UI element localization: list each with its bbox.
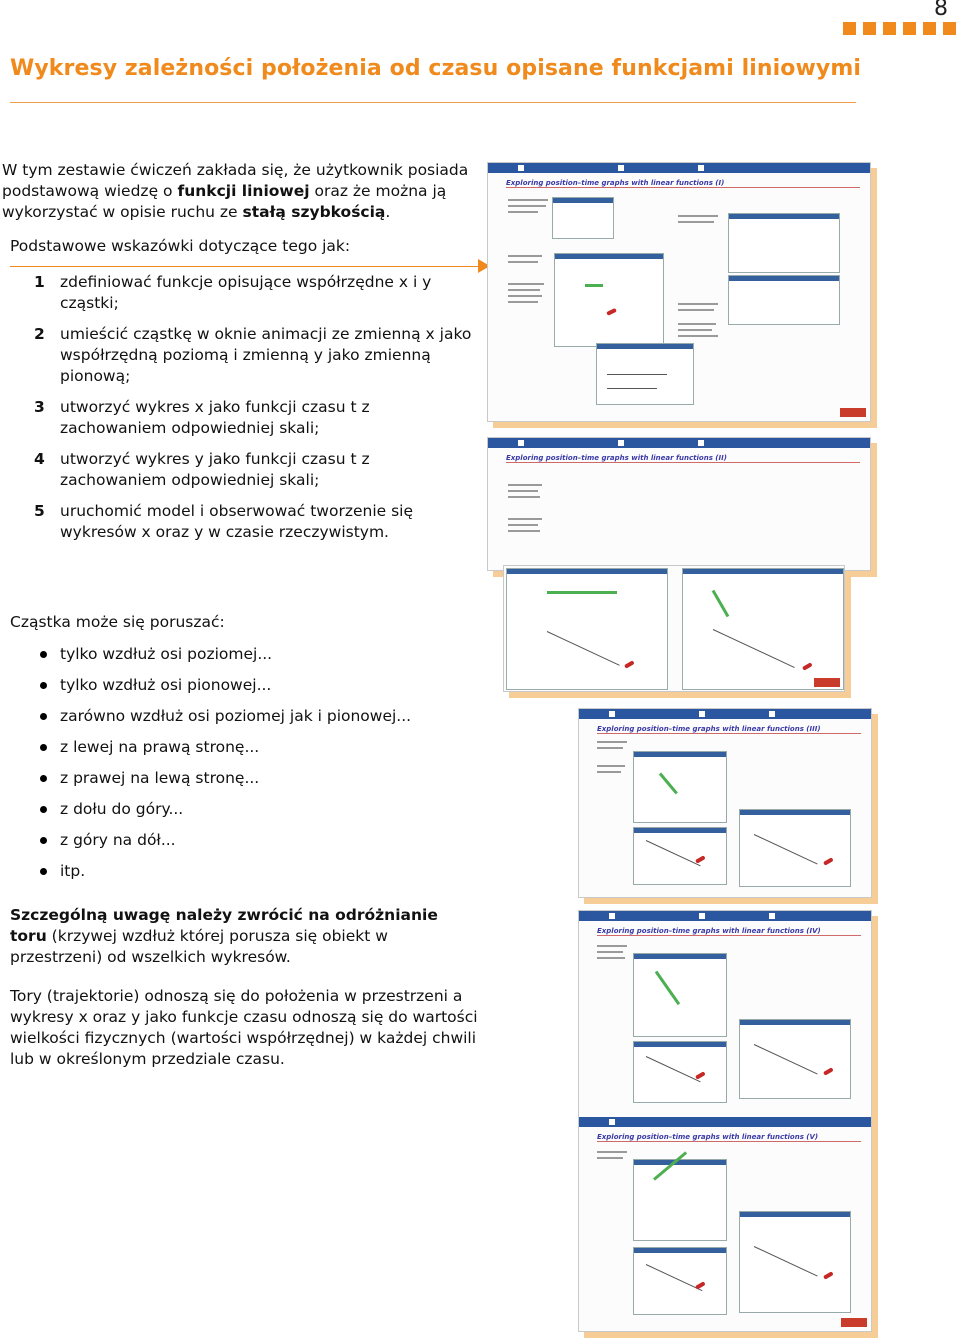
step-1: 1 zdefiniować funkcje opisujące współrzędne x i y cząstki; [34, 273, 432, 312]
decorative-squares [843, 22, 956, 35]
hints-divider [10, 266, 480, 267]
title-divider [10, 102, 856, 103]
page-title: Wykresy zależności położenia od czasu opisane funkcjami liniowymi [10, 56, 862, 81]
worksheet-thumbnail: Exploring position–time graphs with linear functions (IV) Exploring position–time graphs with linear functions (V) [578, 910, 872, 1332]
list-item: tylko wzdłuż osi pionowej... [40, 675, 411, 706]
step-2: 2 umieścić cząstkę w oknie animacji ze zmienną x jako współrzędną poziomą i zmienną y jako zmienną pionową; [34, 325, 472, 385]
worksheet-thumbnail: Exploring position–time graphs with linear functions (II) [487, 437, 871, 571]
motion-list [40, 644, 411, 892]
list-item: z dołu do góry... [40, 799, 411, 830]
worksheet-thumbnail: Exploring position–time graphs with linear functions (III) [578, 708, 872, 898]
hints-heading: Podstawowe wskazówki dotyczące tego jak: [10, 237, 351, 255]
list-item: tylko wzdłuż osi poziomej... [40, 644, 411, 675]
list-item: z góry na dół... [40, 830, 411, 861]
list-item: z lewej na prawą stronę... [40, 737, 411, 768]
note-paragraph: Szczególną uwagę należy zwrócić na odróżnianie toru (krzywej wzdłuż której porusza się obiekt w przestrzeni) od wszelkich wykresów. [10, 906, 438, 966]
list-item: z prawej na lewą stronę... [40, 768, 411, 799]
trajectory-paragraph: Tory (trajektorie) odnoszą się do położenia w przestrzeni a wykresy x oraz y jako funkcje czasu odnoszą się do wartości wielkości fizycznych (wartości współrzędnej) w każdej chwili lub w określonym przedziale czasu. [10, 987, 478, 1068]
list-item: itp. [40, 861, 411, 892]
step-4: 4 utworzyć wykres y jako funkcji czasu t z zachowaniem odpowiedniej skali; [34, 450, 370, 489]
step-5: 5 uruchomić model i obserwować tworzenie się wykresów x oraz y w czasie rzeczywistym. [34, 502, 414, 541]
page-number: 8 [934, 0, 948, 21]
step-3: 3 utworzyć wykres x jako funkcji czasu t z zachowaniem odpowiedniej skali; [34, 398, 370, 437]
intro-paragraph: W tym zestawie ćwiczeń zakłada się, że użytkownik posiada podstawową wiedzę o funkcji liniowej oraz że można ją wykorzystać w opisie ruchu ze stałą szybkością. [2, 161, 469, 221]
worksheet-thumbnail [503, 565, 845, 692]
list-item: zarówno wzdłuż osi poziomej jak i pionowej... [40, 706, 411, 737]
worksheet-thumbnail: Exploring position–time graphs with linear functions (I) [487, 162, 871, 422]
steps-list [34, 272, 474, 553]
particle-heading: Cząstka może się poruszać: [10, 613, 225, 631]
